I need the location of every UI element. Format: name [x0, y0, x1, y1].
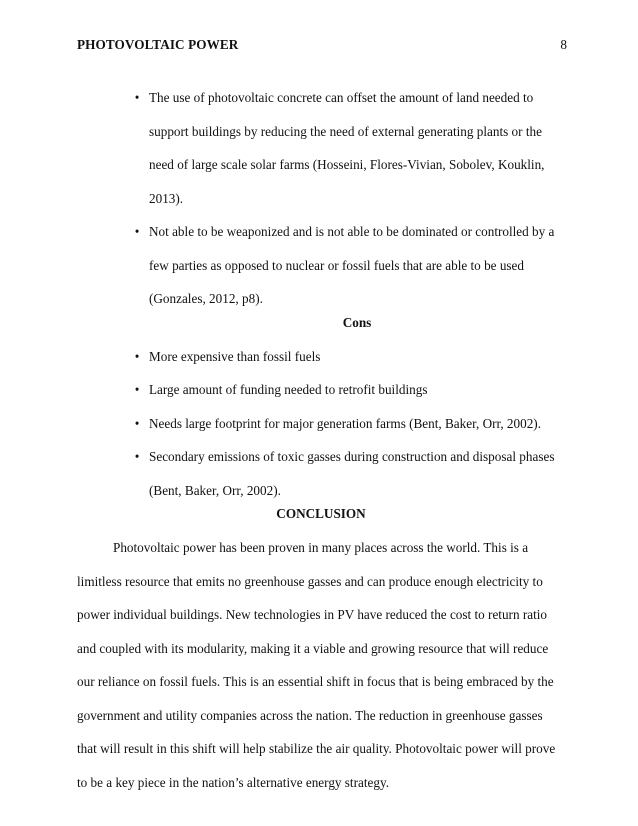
page-number: 8 — [560, 37, 567, 52]
list-item — [77, 373, 565, 407]
bullet-icon: • — [134, 90, 140, 105]
list-item — [77, 81, 565, 215]
document-body — [77, 81, 565, 799]
bullet-icon: • — [134, 415, 140, 431]
cons-heading: Cons — [342, 314, 372, 330]
bullet-icon: • — [134, 382, 140, 397]
list-item — [77, 215, 565, 316]
bullet-icon: • — [134, 449, 140, 464]
list-item-text: Needs large footprint for major generation farms (Bent, Baker, Orr, 2002). — [149, 415, 541, 431]
cons-list — [77, 340, 565, 508]
list-item-text: Not able to be weaponized and is not able to be dominated or controlled by a few parties as opposed to nuclear or fossil fuels that are able to be used (Gonzales, 2012, p8). — [149, 224, 555, 306]
pros-list — [77, 81, 565, 316]
list-item-text: More expensive than fossil fuels — [149, 348, 321, 364]
bullet-icon: • — [134, 224, 140, 239]
running-head-title: PHOTOVOLTAIC POWER — [77, 37, 239, 52]
conclusion-paragraph: Photovoltaic power has been proven in many places across the world. This is a limitless resource that emits no greenhouse gasses and can produce enough electricity to power individual buildings. New technologies in PV have reduced the cost to return ratio and coupled with its modularity, making it a viable and growing resource that will reduce our reliance on fossil fuels. This is an essential shift in focus that is being embraced by the government and utility companies across the nation. The reduction in greenhouse gasses that will result in this shift will help stabilize the air quality. Photovoltaic power will prove to be a key piece in the nation’s alternative energy strategy. — [77, 540, 556, 790]
bullet-icon: • — [134, 348, 140, 364]
running-head — [77, 37, 567, 53]
list-item-text: Secondary emissions of toxic gasses during construction and disposal phases (Bent, Baker, Orr, 2002). — [149, 449, 555, 498]
list-item — [77, 407, 565, 441]
list-item-text: The use of photovoltaic concrete can offset the amount of land needed to support buildings by reducing the need of external generating plants or the need of large scale solar farms (Hosseini, Flores-Vivian, Sobolev, Kouklin, 2013). — [149, 90, 545, 206]
list-item-text: Large amount of funding needed to retrofit buildings — [149, 382, 428, 397]
conclusion-heading: CONCLUSION — [276, 506, 366, 521]
list-item — [77, 440, 565, 507]
list-item — [77, 340, 565, 374]
